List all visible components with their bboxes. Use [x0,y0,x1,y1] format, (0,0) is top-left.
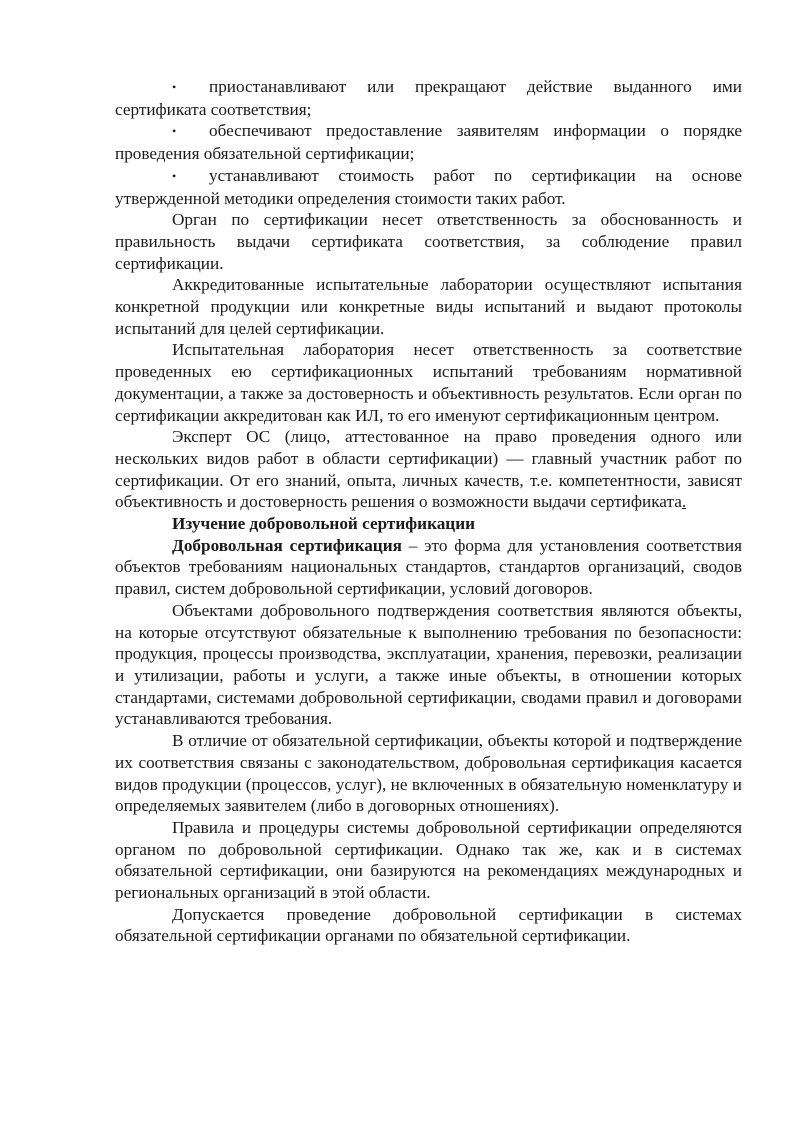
list-item-text: обеспечивают предоставление заявителям информации о порядке проведения обязательной сертификации; [115,121,742,164]
paragraph-difference: В отличие от обязательной сертификации, объекты которой и подтверждение их соответствия связаны с законодательством, добровольная сертификация касается видов продукции (процессов, услуг), не включенных в обязательную номенклатуру и определяемых заявителем (либо в договорных отношениях). [115,731,742,816]
bullet-icon: • [172,80,177,94]
paragraph-expert [115,426,742,513]
paragraph-expert-text: Эксперт ОС (лицо, аттестованное на право проведения одного или нескольких видов работ в области сертификации) — главный участник работ по сертификации. От его знаний, опыта, личных качеств, т.е. компетентности, зависят объективность и достоверность решения о возможности выдачи сертификата [115,427,742,512]
section-heading: Изучение добровольной сертификации [172,514,476,534]
paragraph-expert-end: . [681,492,687,512]
bullet-icon: • [172,168,177,183]
list-item-text: приостанавливают или прекращают действие выданного ими сертификата соответствия; [115,77,742,119]
paragraph-allowed: Допускается проведение добровольной сертификации в системах обязательной сертификации органами по обязательной сертификации. [115,904,742,946]
definition-text: – это форма для установления соответствия объектов требованиям национальных стандартов, стандартов организаций, сводов правил, систем добровольной сертификации, условий договоров. [115,535,742,599]
paragraph-testing-lab: Испытательная лаборатория несет ответственность за соответствие проведенных ею сертификационных испытаний требованиям нормативной документации, а также за достоверность и объективность результатов. Если орган по сертификации аккредитован как ИЛ, то его именуют сертификационным центром. [115,340,742,425]
list-item [115,120,742,164]
paragraph-definition [115,535,742,600]
list-item [115,76,742,120]
paragraph-certification-body: Орган по сертификации несет ответственность за обоснованность и правильность выдачи сертификата соответствия, за соблюдение правил сертификации. [115,210,742,273]
paragraph-rules: Правила и процедуры системы добровольной сертификации определяются органом по добровольной сертификации. Однако так же, как и в системах обязательной сертификации, они базируются на рекомендациях международных и региональных организаций в этой области. [115,817,742,903]
bullet-icon: • [172,124,177,139]
paragraph-objects: Объектами добровольного подтверждения соответствия являются объекты, на которые отсутствуют обязательные к выполнению требования по безопасности: продукция, процессы производства, эксплуатации, хранения, перевозки, реализации и утилизации, работы и услуги, а также иные объекты, в отношении которых стандартами, системами добровольной сертификации, сводами правил и договорами устанавливаются требования. [115,600,742,729]
defined-term: Добровольная сертификация [172,535,402,555]
paragraph-accredited-labs: Аккредитованные испытательные лаборатории осуществляют испытания конкретной продукции или конкретные виды испытаний и выдают протоколы испытаний для целей сертификации. [115,275,742,338]
document-page [115,76,742,947]
list-item-text: устанавливают стоимость работ по сертификации на основе утвержденной методики определения стоимости таких работ. [115,165,742,208]
list-item [115,165,742,209]
